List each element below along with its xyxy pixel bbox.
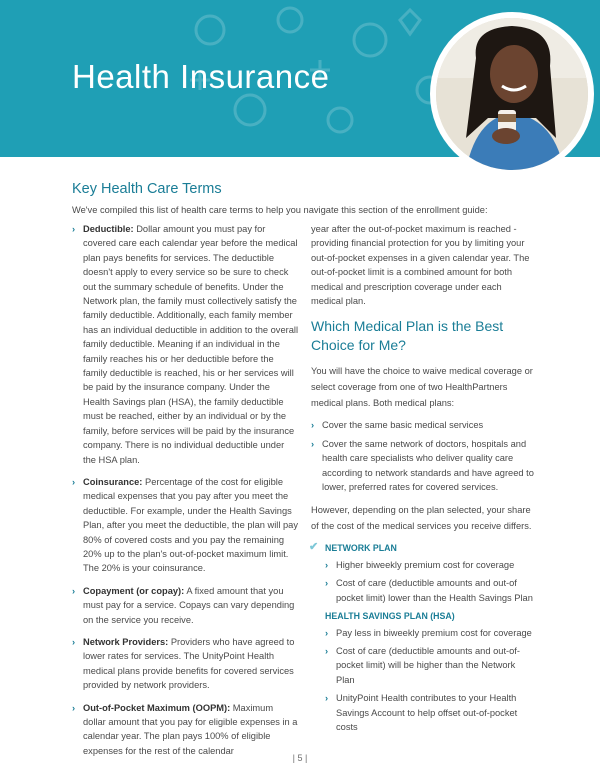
term-definition: Percentage of the cost for eligible medical expenses that you pay after you meet the deductible. For example, under the Health Savings Plan, after you meet the deductible, the plan will pay 80% of covered costs and you pay the remaining 20% up to the plan's out-of-pocket maximum limit. The 20% is your coinsurance. xyxy=(83,476,298,574)
term-definition: Maximum dollar amount that you pay for eligible expenses in a calendar year. The plan pays 100% of eligible expenses for the rest of the calendar xyxy=(83,702,298,756)
list-item-text: UnityPoint Health contributes to your Health Savings Account to help offset out-of-pocket costs xyxy=(336,693,518,732)
list-item xyxy=(325,626,535,640)
chevron-right-icon: › xyxy=(325,645,329,656)
hsa-plan-list xyxy=(325,626,535,735)
term-name: Coinsurance: xyxy=(83,476,143,487)
term-network-providers xyxy=(72,635,298,693)
list-item-text: Cost of care (deductible amounts and out-of pocket limit) lower than the Health Savings Plan xyxy=(336,578,533,603)
chevron-right-icon: › xyxy=(325,627,329,638)
list-item-text: Cover the same network of doctors, hospitals and health care specialists who deliver quality care according to network standards and have agreed to lower, preferred rates for covered services. xyxy=(322,438,534,493)
page-number: | 5 | xyxy=(292,753,308,763)
cost-share-paragraph: However, depending on the plan selected, your share of the cost of the medical services you receive differs. xyxy=(311,505,532,532)
chevron-right-icon: › xyxy=(311,438,315,449)
page-title: Health Insurance xyxy=(72,58,330,95)
term-definition: A fixed amount that you must pay for a service. Copays can vary depending on the service you receive. xyxy=(83,585,295,625)
term-definition: Providers who have agreed to lower rates for services. The UnityPoint Health medical plans provide benefits for covered services provided by network providers. xyxy=(83,636,295,691)
list-item xyxy=(325,691,535,734)
chevron-right-icon: › xyxy=(72,636,76,647)
term-oopm xyxy=(72,701,298,759)
list-item xyxy=(325,576,535,605)
chevron-right-icon: › xyxy=(325,693,329,704)
term-deductible xyxy=(72,222,298,467)
chevron-right-icon: › xyxy=(311,420,315,431)
list-item xyxy=(325,558,535,572)
term-name: Out-of-Pocket Maximum (OOPM): xyxy=(83,702,231,713)
plan-name: NETWORK PLAN xyxy=(325,543,397,554)
chevron-right-icon: › xyxy=(72,476,76,487)
list-item xyxy=(325,644,535,687)
term-coinsurance xyxy=(72,475,298,576)
term-name: Network Providers: xyxy=(83,636,169,647)
chevron-right-icon: › xyxy=(325,559,329,570)
plan-choice-heading: Which Medical Plan is the Best Choice for Me? xyxy=(311,318,504,353)
chevron-right-icon: › xyxy=(325,578,329,589)
list-item-text: Higher biweekly premium cost for coverage xyxy=(336,559,515,570)
chevron-right-icon: › xyxy=(72,585,76,596)
term-name: Copayment (or copay): xyxy=(83,585,185,596)
term-copayment xyxy=(72,584,298,627)
chevron-right-icon: › xyxy=(72,224,76,234)
left-column xyxy=(72,222,298,766)
section-heading: Key Health Care Terms xyxy=(72,181,222,197)
woman-with-coffee-photo xyxy=(436,18,588,170)
oopm-continuation: year after the out-of-pocket maximum is reached - providing financial protection for you by limiting your out-of-pocket expenses in a given calendar year. The out-of-pocket limit is a combined amount for both medical and prescription coverage under each medical plan. xyxy=(311,224,530,307)
list-item-text: Pay less in biweekly premium cost for coverage xyxy=(336,627,532,638)
plan-name: HEALTH SAVINGS PLAN (HSA) xyxy=(325,611,455,622)
chevron-right-icon: › xyxy=(72,702,76,713)
right-column xyxy=(311,222,535,738)
network-plan-heading xyxy=(309,541,535,555)
list-item-text: Cost of care (deductible amounts and out-of-pocket limit) will be higher than the Network Plan xyxy=(336,645,520,685)
list-item xyxy=(311,418,535,432)
term-definition: Dollar amount you must pay for covered care each calendar year before the medical plan pays benefits for services. The deductible doesn't apply to every service so be sure to check out the summary schedule of benefits. Under the Network plan, the family must collectively satisfy the family deductible. Additionally, each family member has an individual deductible in addition to the overall family deductible. Meaning if an individual in the family reaches his or her deductible before the family deductible is reached, his or her services will be paid by the insurance company. Under the Health Savings plan (HSA), the family deductible must be reached, either by an individual or by the family, before services will be paid by the insurance company. There is no individual deductible under the HSA plan. xyxy=(83,224,299,465)
list-item xyxy=(311,437,535,495)
intro-paragraph: We've compiled this list of health care terms to help you navigate this section of the enrollment guide: xyxy=(72,205,488,215)
checkmark-icon: ✔ xyxy=(309,541,319,554)
list-item-text: Cover the same basic medical services xyxy=(322,420,484,431)
network-plan-list xyxy=(325,558,535,605)
hsa-plan-heading xyxy=(325,609,535,623)
plan-choice-paragraph: You will have the choice to waive medical coverage or select coverage from one of two HealthPartners medical plans. Both medical plans: xyxy=(311,366,533,409)
term-name: Deductible: xyxy=(83,224,134,234)
